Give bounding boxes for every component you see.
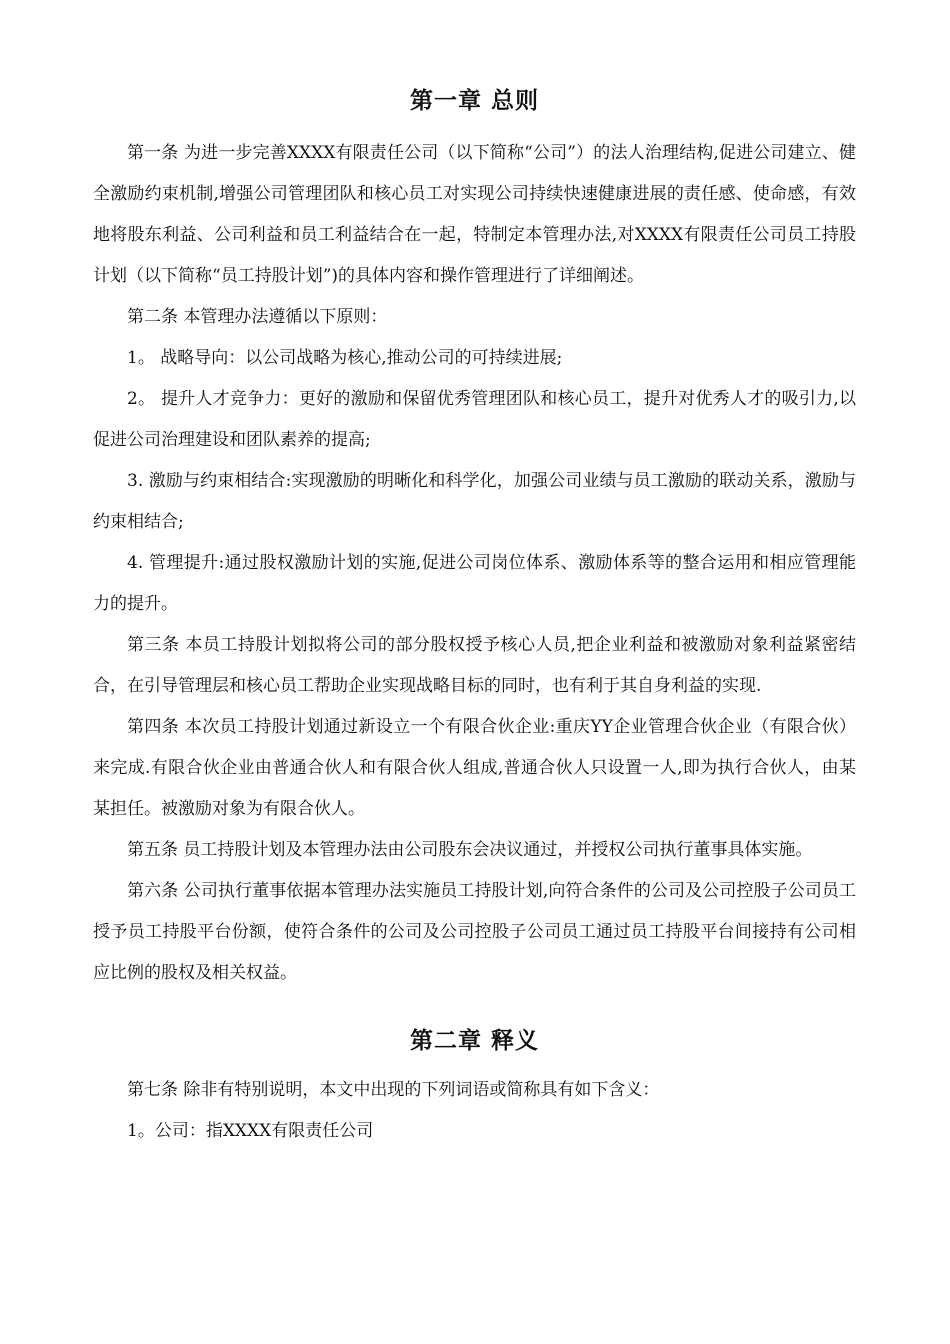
definition-1: 1。公司：指XXXX有限责任公司 bbox=[127, 1121, 374, 1141]
article-7: 第七条 除非有特别说明，本文中出现的下列词语或简称具有如下含义： bbox=[127, 1080, 660, 1100]
chapter-1-title: 第一章 总则 bbox=[409, 88, 539, 114]
article-6: 第六条 公司执行董事依据本管理办法实施员工持股计划,向符合条件的公司及公司控股子公司员工授予员工持股平台份额，使符合条件的公司及公司控股子公司员工通过员工持股平台间接持有公司相应比例的股权及相关权益。 bbox=[93, 881, 856, 983]
article-1: 第一条 为进一步完善XXXX有限责任公司（以下简称“公司”）的法人治理结构,促进公司建立、健全激励约束机制,增强公司管理团队和核心员工对实现公司持续快速健康进展的责任感、使命感，有效地将股东利益、公司利益和员工利益结合在一起，特制定本管理办法,对XXXX有限责任公司员工持股计划（以下简称“员工持股计划”)的具体内容和操作管理进行了详细阐述。 bbox=[93, 143, 856, 286]
principle-2: 2。 提升人才竞争力：更好的激励和保留优秀管理团队和核心员工，提升对优秀人才的吸引力,以促进公司治理建设和团队素养的提高; bbox=[93, 389, 856, 450]
chapter-2-title: 第二章 释义 bbox=[409, 1028, 539, 1054]
article-5: 第五条 员工持股计划及本管理办法由公司股东会决议通过，并授权公司执行董事具体实施。 bbox=[127, 840, 813, 860]
article-4: 第四条 本次员工持股计划通过新设立一个有限合伙企业:重庆YY企业管理合伙企业（有限合伙）来完成.有限合伙企业由普通合伙人和有限合伙人组成,普通合伙人只设置一人,即为执行合伙人，由某某担任。被激励对象为有限合伙人。 bbox=[93, 717, 856, 819]
principle-4: 4. 管理提升:通过股权激励计划的实施,促进公司岗位体系、激励体系等的整合运用和相应管理能力的提升。 bbox=[93, 553, 856, 614]
principle-1: 1。 战略导向：以公司战略为核心,推动公司的可持续进展; bbox=[127, 348, 563, 368]
article-3: 第三条 本员工持股计划拟将公司的部分股权授予核心人员,把企业利益和被激励对象利益紧密结合，在引导管理层和核心员工帮助企业实现战略目标的同时，也有利于其自身利益的实现. bbox=[93, 635, 856, 696]
article-2: 第二条 本管理办法遵循以下原则： bbox=[127, 307, 388, 327]
principle-3: 3. 激励与约束相结合:实现激励的明晰化和科学化，加强公司业绩与员工激励的联动关系，激励与约束相结合; bbox=[93, 471, 856, 532]
